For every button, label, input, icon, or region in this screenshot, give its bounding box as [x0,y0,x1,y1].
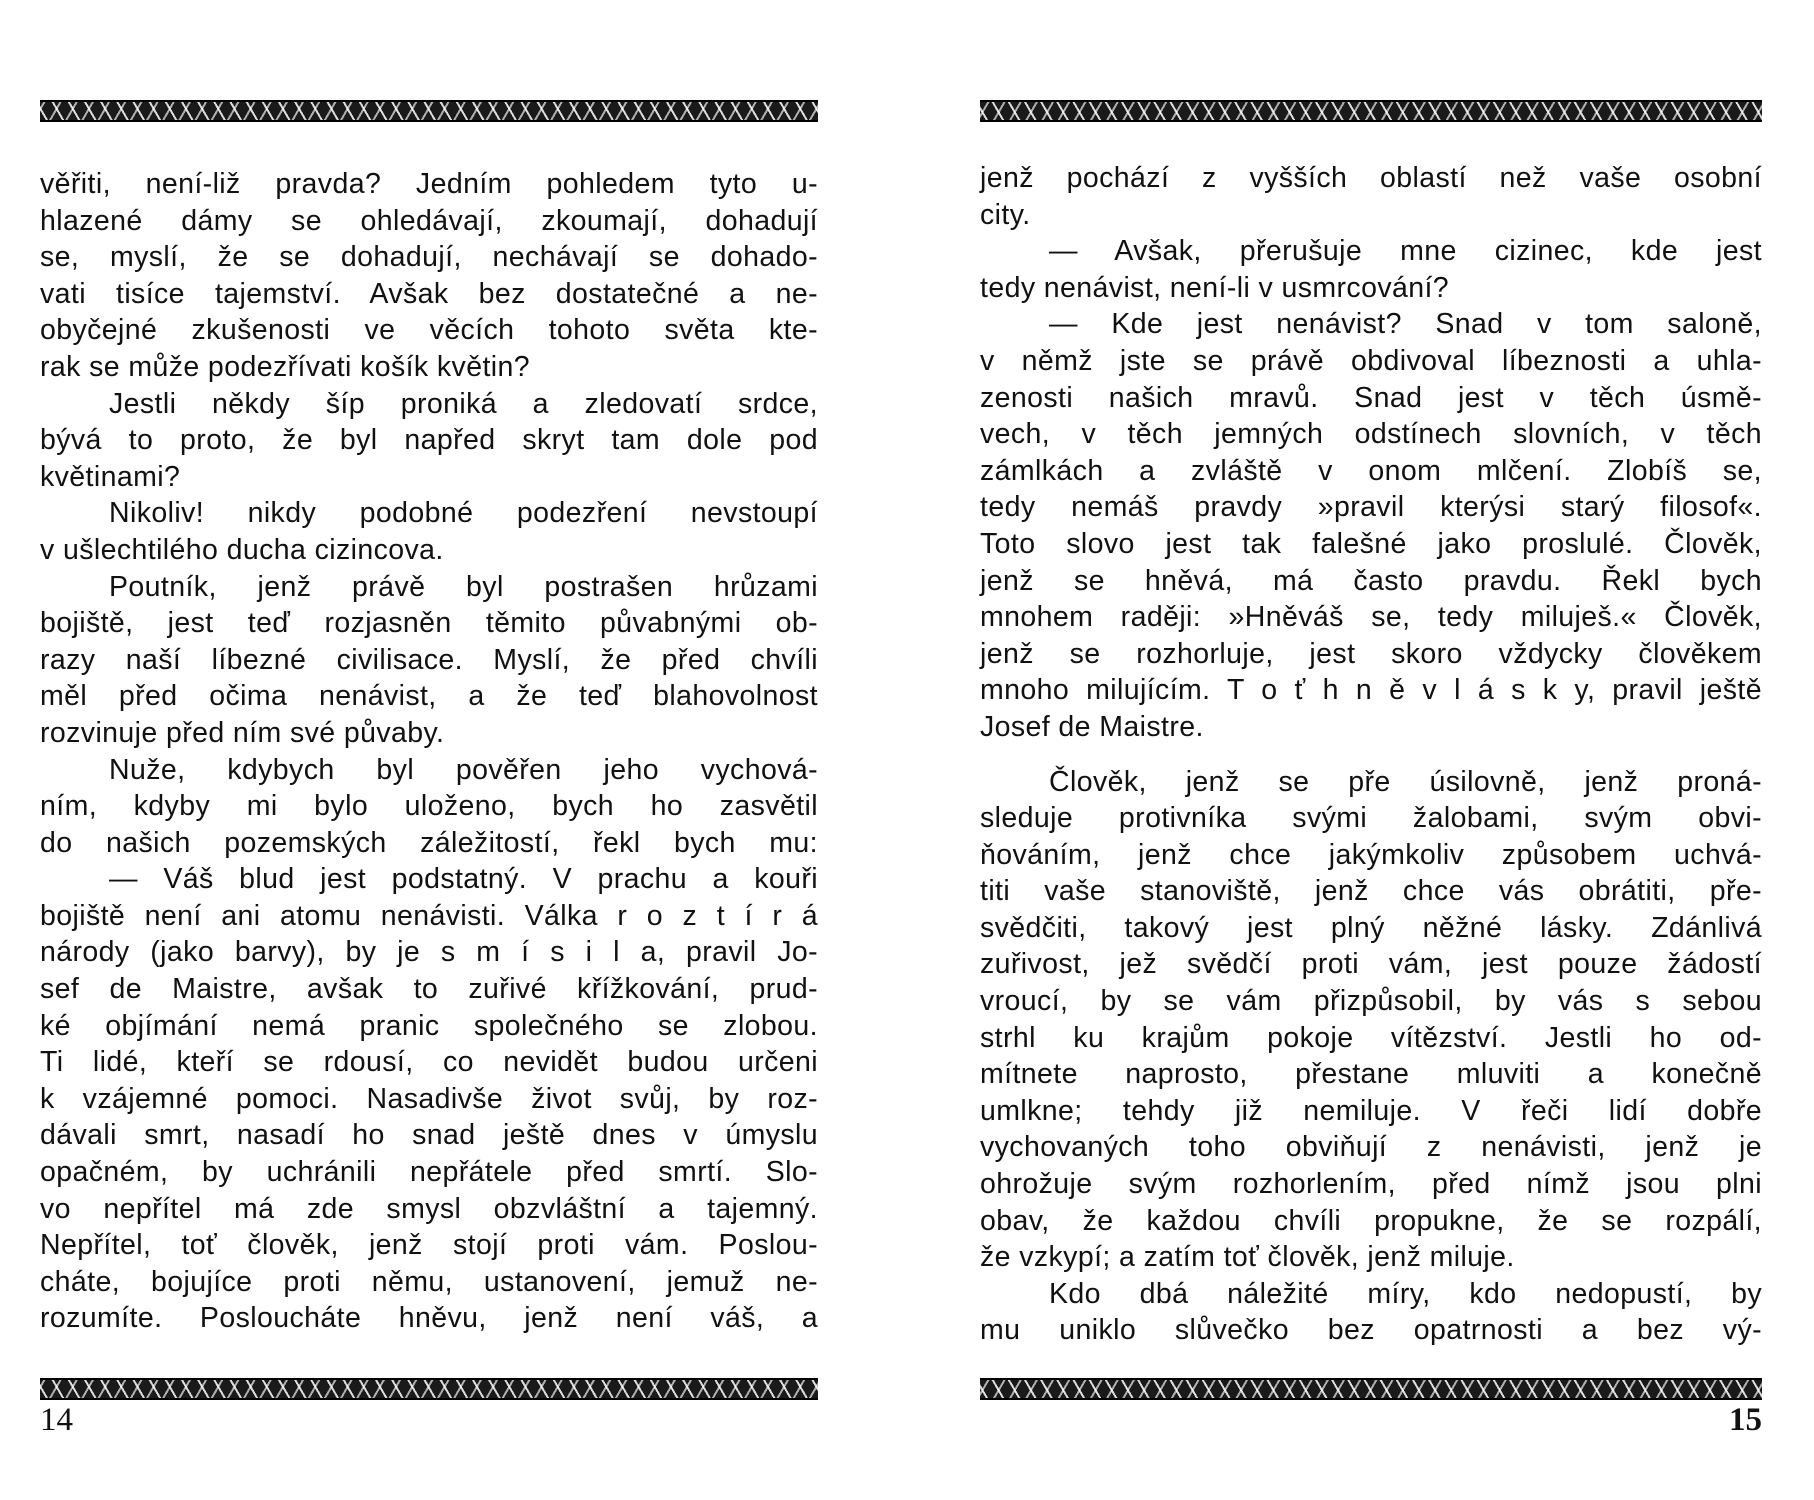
text-line: vati tisíce tajemství. Avšak bez dostatečné a ne- [40,277,818,310]
text-line: do našich pozemských záležitostí, řekl bych mu: [40,826,818,859]
text-line: jenž se rozhorluje, jest skoro vždycky člověkem [980,637,1762,670]
text-line: vech, v těch jemných odstínech slovních, v těch [980,418,1762,451]
body-text [980,160,1762,1349]
text-line: vo nepřítel má zde smysl obzvláštní a tajemný. [40,1192,818,1225]
text-line: obav, že každou chvíli propukne, že se rozpálí, [980,1204,1762,1237]
text-line: Jestli někdy šíp proniká a zledovatí srdce, [109,387,818,420]
text-line: ohrožuje svým rozhorlením, před nímž jsou plni [980,1168,1762,1201]
text-line: dávali smrt, nasadí ho snad ještě dnes v úmyslu [40,1119,818,1152]
text-line: opačném, by uchránili nepřátele před smrtí. Slo- [40,1156,818,1189]
text-line: měl před očima nenávist, a že teď blahovolnost [40,680,818,713]
text-line: vroucí, by se vám přizpůsobil, by vás s sebou [980,985,1762,1018]
text-line: bývá to proto, že byl napřed skryt tam dole pod [40,424,818,457]
text-line: city. [980,198,1031,231]
text-line: razy naší líbezné civilisace. Myslí, že před chvíli [40,643,818,676]
text-line: umlkne; tehdy již nemiluje. V řeči lidí dobře [980,1094,1762,1127]
text-line: hlazené dámy se ohledávají, zkoumají, dohadují [40,204,818,237]
text-line: — Avšak, přerušuje mne cizinec, kde jest [1049,235,1762,268]
text-line: Josef de Maistre. [980,710,1204,743]
text-line: zuřivost, jež svědčí proti vám, jest pouze žádostí [980,948,1762,981]
text-line: bojiště není ani atomu nenávisti. Válka r o z t í r á [40,899,818,932]
text-line: rozumíte. Posloucháte hněvu, jenž není váš, a [40,1302,818,1335]
text-line: Člověk, jenž se pře úsilovně, jenž proná- [1049,765,1762,798]
text-line: že vzkypí; a zatím toť člověk, jenž miluje. [980,1241,1515,1274]
text-line: v němž jste se právě obdivoval líbeznosti a uhla- [980,344,1762,377]
text-line: rozvinuje před ním své půvaby. [40,716,445,749]
text-line: bojiště, jest teď rozjasněn těmito půvabnými ob- [40,607,818,640]
text-line: zenosti našich mravů. Snad jest v těch úsmě- [980,381,1762,414]
text-line: svědčiti, takový jest plný něžné lásky. Zdánlivá [980,911,1762,944]
text-line: Nuže, kdybych byl pověřen jeho vychová- [109,753,818,786]
text-line: — Kde jest nenávist? Snad v tom saloně, [1049,308,1762,341]
text-line: mu uniklo slůvečko bez opatrnosti a bez vý- [980,1314,1762,1347]
text-line: Nikoliv! nikdy podobné podezření nevstoupí [109,497,818,530]
right-page [980,0,1762,1500]
page-number: 14 [40,1402,73,1438]
text-line: v ušlechtilého ducha cizincova. [40,533,444,566]
text-line: Ti lidé, kteří se rdousí, co nevidět budou určeni [40,1046,818,1079]
text-line: sef de Maistre, avšak to zuřivé křížkování, prud- [40,973,818,1006]
text-line: ké objímání nemá pranic společného se zlobou. [40,1009,818,1042]
text-line: květinami? [40,460,181,493]
text-line: obyčejné zkušenosti ve věcích tohoto světa kte- [40,314,818,347]
text-line: jenž pochází z vyšších oblastí než vaše osobní [980,162,1762,194]
text-line: k vzájemné pomoci. Nasadivše život svůj, by roz- [40,1082,818,1115]
left-page [40,0,818,1500]
text-line: Toto slovo jest tak falešné jako proslulé. Člověk, [980,527,1762,560]
text-line: tedy nemáš pravdy »pravil kterýsi starý filosof«. [980,491,1762,524]
text-line: národy (jako barvy), by je s m í s i l a, pravil Jo- [40,936,818,969]
ornamental-border-bottom [980,1378,1762,1400]
text-line: se, myslí, že se dohadují, nechávají se dohado- [40,241,818,274]
text-line: Nepřítel, toť člověk, jenž stojí proti vám. Poslou- [40,1229,818,1262]
text-line: mítnete naprosto, přestane mluviti a konečně [980,1058,1762,1091]
text-line: rak se může podezřívati košík květin? [40,350,531,383]
text-line: mnohem raději: »Hněváš se, tedy miluješ.« Člověk, [980,601,1762,634]
text-line: cháte, bojujíce proti němu, ustanovení, jemuž ne- [40,1265,818,1298]
text-line: Kdo dbá náležité míry, kdo nedopustí, by [1049,1277,1762,1310]
ornamental-border-bottom [40,1378,818,1400]
text-line: vychovaných toho obviňují z nenávisti, jenž je [980,1131,1762,1164]
text-line: — Váš blud jest podstatný. V prachu a kouři [109,863,818,896]
body-text [40,166,818,1337]
text-line: tedy nenávist, není-li v usmrcování? [980,271,1450,304]
ornamental-border-top [980,100,1762,122]
text-line: zámlkách a zvláště v onom mlčení. Zlobíš se, [980,454,1762,487]
ornamental-border-top [40,100,818,122]
text-line: ním, kdyby mi bylo uloženo, bych ho zasvětil [40,790,818,823]
text-line: ňováním, jenž chce jakýmkoliv způsobem uchvá- [980,838,1762,871]
text-line: věřiti, není-liž pravda? Jedním pohledem tyto u- [40,168,818,200]
text-line: sleduje protivníka svými žalobami, svým obvi- [980,802,1762,835]
text-line: titi vaše stanoviště, jenž chce vás obrátiti, pře- [980,875,1762,908]
text-line: Poutník, jenž právě byl postrašen hrůzami [109,570,818,603]
text-line: mnoho milujícím. T o ť h n ě v l á s k y, pravil ještě [980,674,1762,707]
text-line: jenž se hněvá, má často pravdu. Řekl bych [980,564,1762,597]
page-number: 15 [1729,1402,1762,1438]
text-line: strhl ku krajům pokoje vítězství. Jestli ho od- [980,1021,1762,1054]
